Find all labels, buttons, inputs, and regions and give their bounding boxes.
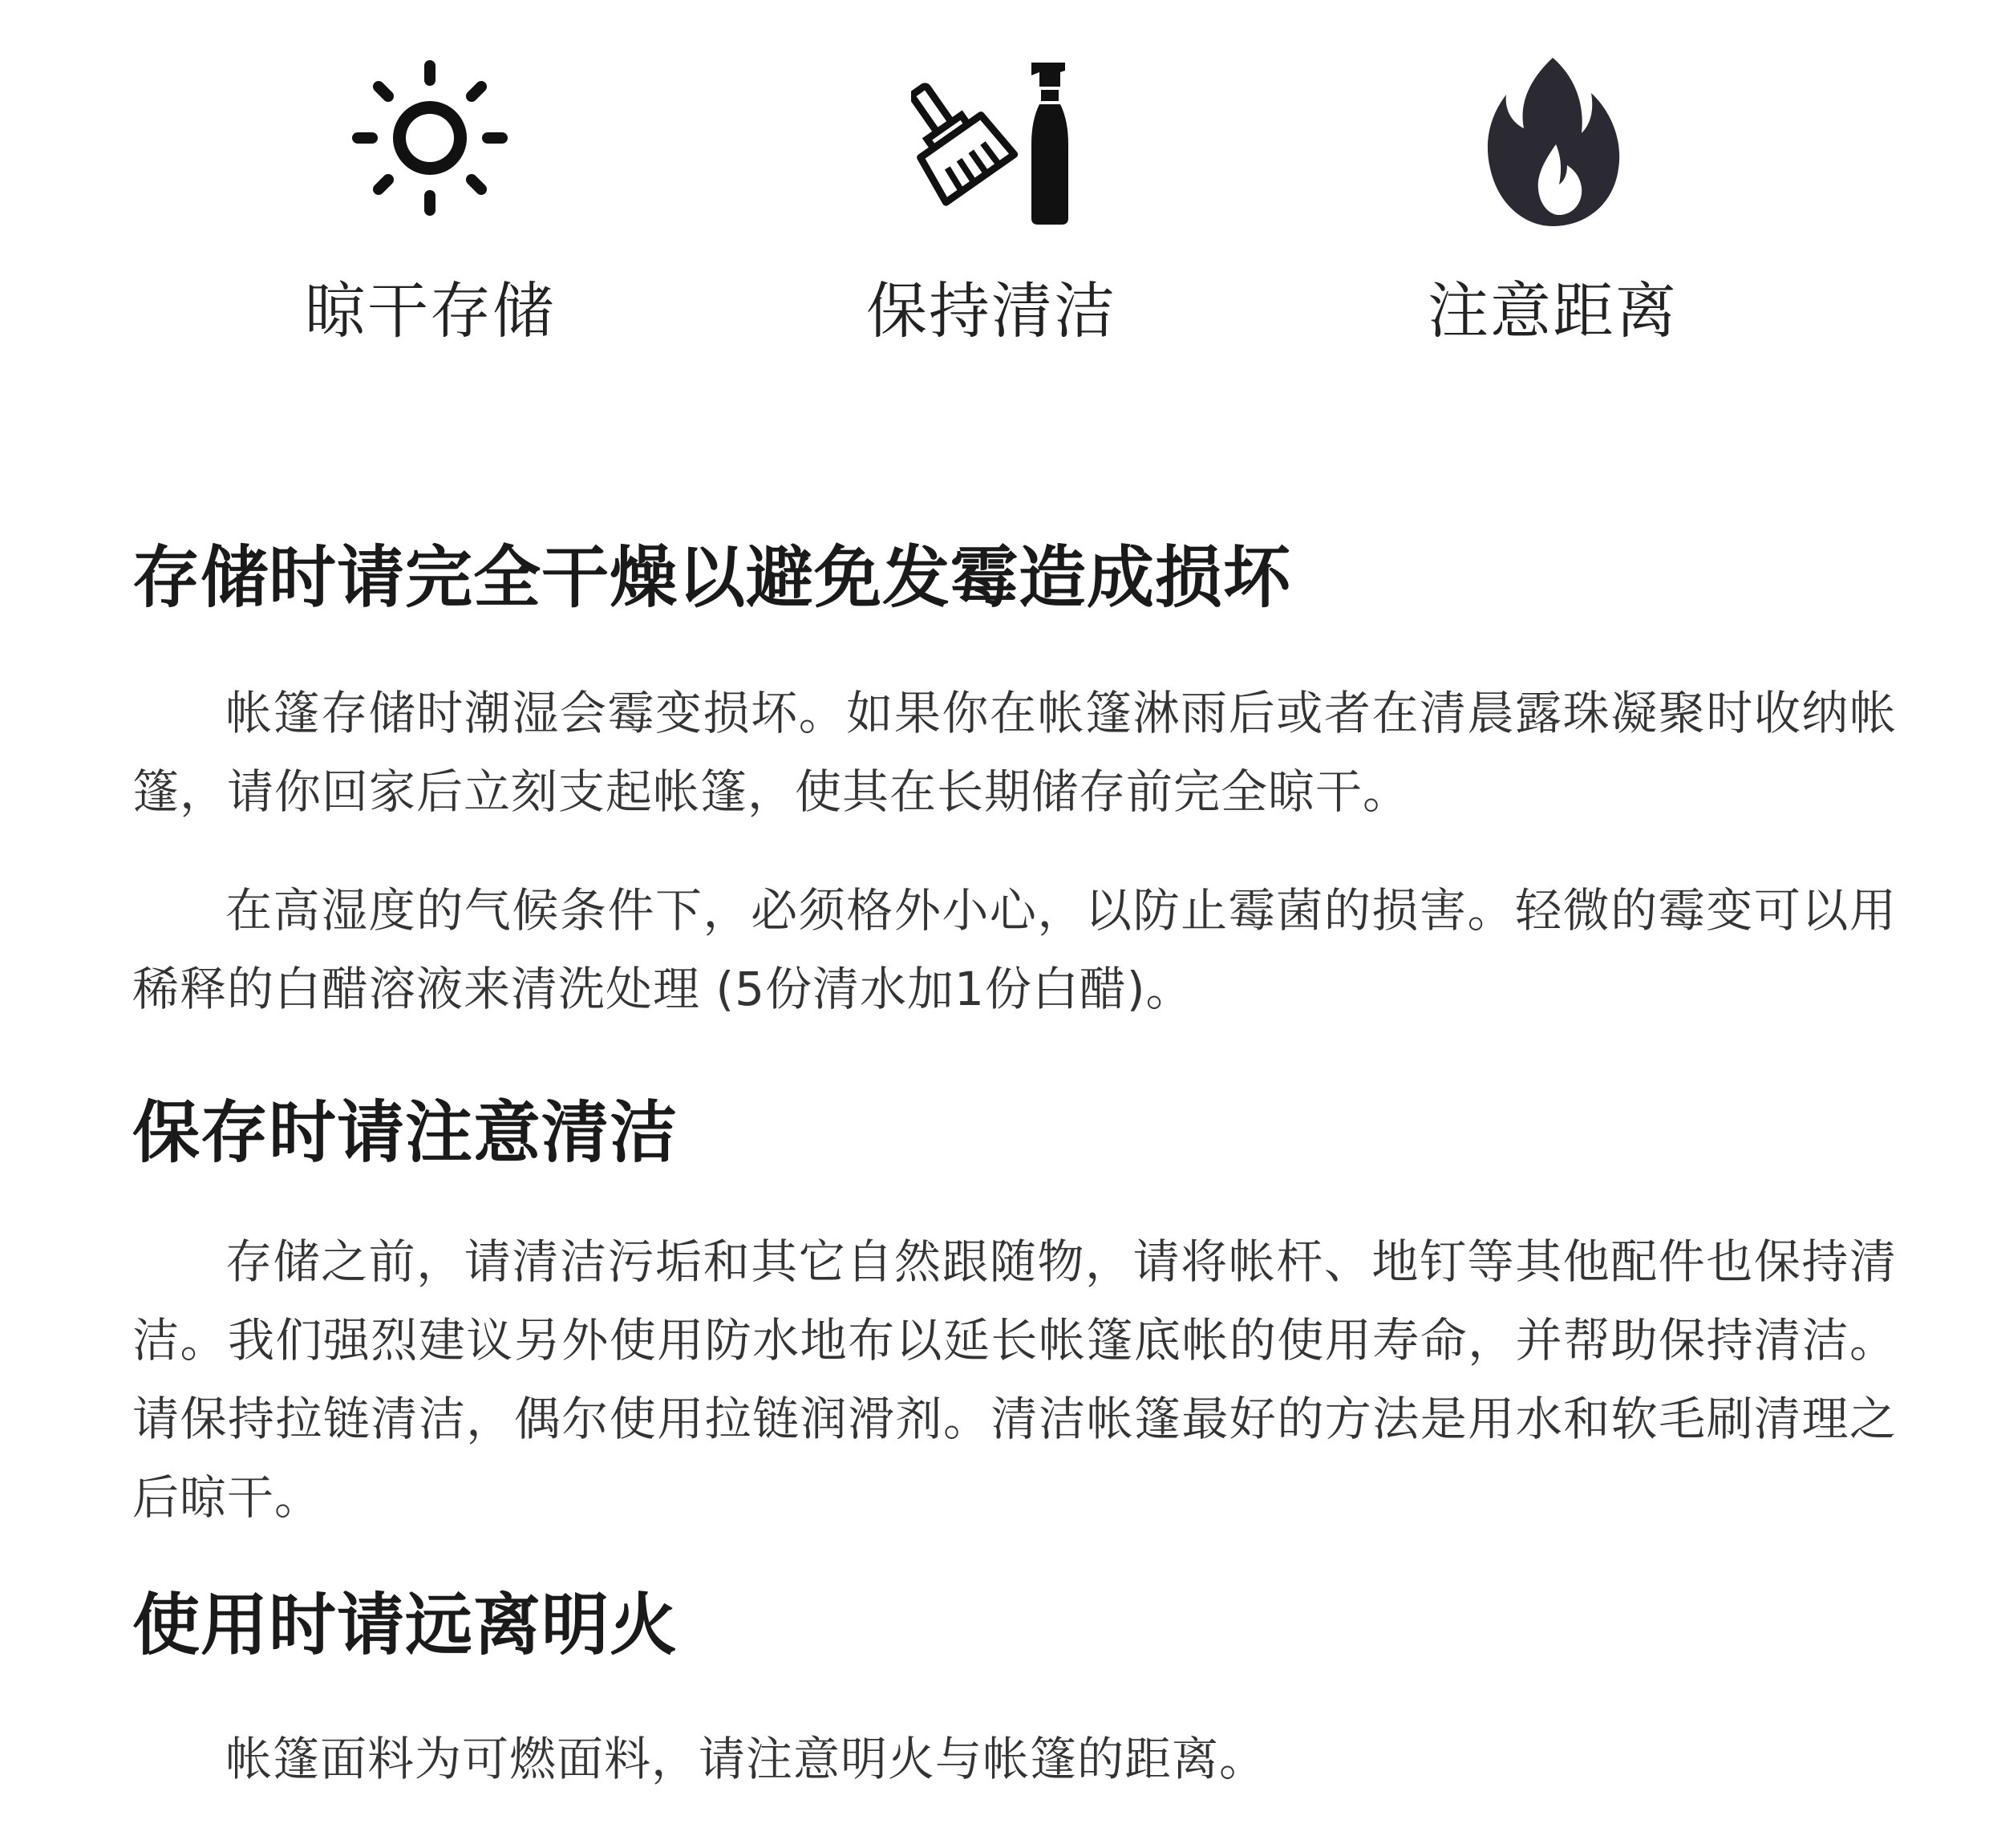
care-item-keep-clean — [767, 38, 1216, 359]
care-label-keep-clean: 保持清洁 — [866, 275, 1116, 346]
care-instructions — [132, 529, 1897, 1798]
care-item-dry-storage — [205, 38, 654, 359]
care-item-keep-distance — [1328, 38, 1777, 359]
care-label-keep-distance: 注意距离 — [1428, 275, 1678, 346]
care-icons-row — [0, 0, 1989, 369]
sun-icon — [350, 48, 510, 233]
broom-spray-icon — [911, 48, 1071, 233]
section-heading-dry-storage: 存储时请完全干燥以避免发霉造成损坏 — [132, 538, 1292, 617]
section-paragraph: 帐篷存储时潮湿会霉变损坏。如果你在帐篷淋雨后或者在清晨露珠凝聚时收纳帐篷，请你回家后立刻支起帐篷，使其在长期储存前完全晾干。 — [132, 686, 1897, 819]
section-heading-keep-clean: 保存时请注意清洁 — [132, 1093, 679, 1172]
section-paragraph: 存储之前，请清洁污垢和其它自然跟随物，请将帐杆、地钉等其他配件也保持清洁。我们强烈建议另外使用防水地布以延长帐篷底帐的使用寿命，并帮助保持清洁。请保持拉链清洁，偶尔使用拉链润滑剂。清洁帐篷最好的方法是用水和软毛刷清理之后晾干。 — [132, 1234, 1897, 1525]
section-heading-away-from-fire: 使用时请远离明火 — [132, 1586, 679, 1664]
section-paragraph: 帐篷面料为可燃面料，请注意明火与帐篷的距离。 — [225, 1732, 1267, 1786]
flame-icon — [1473, 48, 1633, 233]
care-label-dry-storage: 晾干存储 — [305, 275, 555, 346]
section-paragraph: 在高湿度的气候条件下，必须格外小心，以防止霉菌的损害。轻微的霉变可以用稀释的白醋溶液来清洗处理 (5份清水加1份白醋)。 — [132, 883, 1897, 1016]
